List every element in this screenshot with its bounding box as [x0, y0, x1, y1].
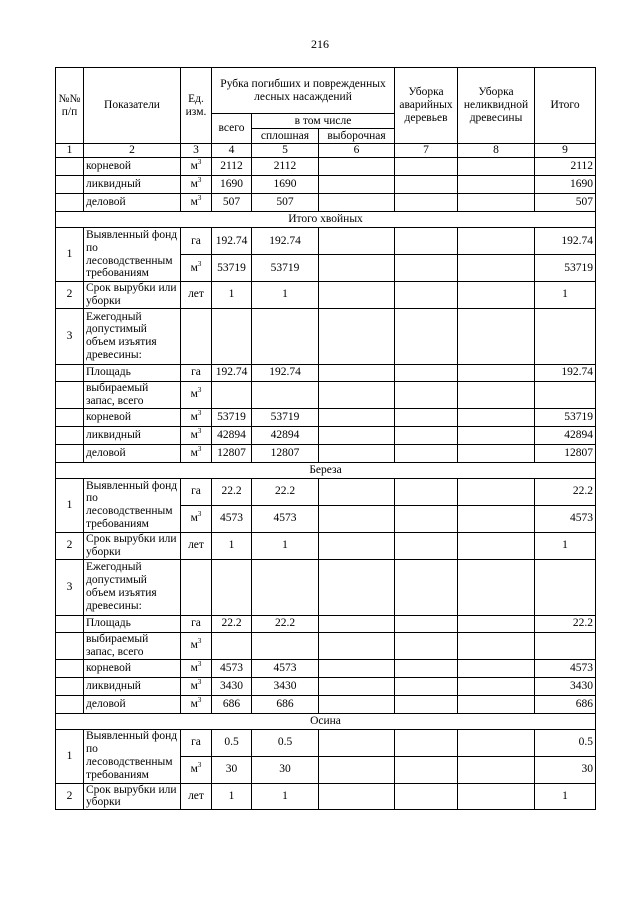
col-number: 7 [395, 144, 458, 158]
cell-total: 12807 [535, 444, 596, 462]
cell-total-all: 22.2 [212, 615, 252, 632]
cell-total-all: 4573 [212, 505, 252, 532]
cell-clear: 12807 [252, 444, 319, 462]
cell-clear: 192.74 [252, 228, 319, 255]
data-table [55, 67, 596, 810]
row-label: Площадь [84, 615, 181, 632]
cell-total: 192.74 [535, 228, 596, 255]
row-number: 2 [56, 282, 84, 309]
cell-clear: 507 [252, 194, 319, 212]
cell-total: 507 [535, 194, 596, 212]
header-units: Ед. изм. [181, 68, 212, 144]
col-number: 4 [212, 144, 252, 158]
table-row [56, 632, 596, 659]
table-row [56, 532, 596, 559]
cell-clear: 30 [252, 756, 319, 783]
table-row [56, 559, 596, 615]
row-label: ликвидный [84, 426, 181, 444]
cell-total-all: 1 [212, 282, 252, 309]
row-number: 1 [56, 478, 84, 532]
row-label: корневой [84, 158, 181, 176]
row-label: Выявленный фонд по лесоводственным требованиям [84, 478, 181, 532]
cell-total-all: 1 [212, 783, 252, 810]
unit-m3: $м^3$ [181, 255, 212, 282]
cell-clear: 686 [252, 695, 319, 713]
cell-total-all: 507 [212, 194, 252, 212]
row-number: 1 [56, 729, 84, 783]
col-number: 5 [252, 144, 319, 158]
header-including: в том числе [252, 114, 395, 129]
cell-clear: 53719 [252, 255, 319, 282]
unit-m3: $м^3$ [181, 632, 212, 659]
row-label: корневой [84, 408, 181, 426]
table-row [56, 408, 596, 426]
unit-m3: $м^3$ [181, 158, 212, 176]
row-label: Срок вырубки или уборки [84, 783, 181, 810]
table-row [56, 426, 596, 444]
cell-total-all: 686 [212, 695, 252, 713]
row-label: деловой [84, 695, 181, 713]
row-label: Ежегодный допустимый объем изъятия древесины: [84, 308, 181, 364]
unit-m3: $м^3$ [181, 444, 212, 462]
cell-total: 2112 [535, 158, 596, 176]
cell-total: 1690 [535, 176, 596, 194]
header-illiquid: Уборка неликвидной древесины [458, 68, 535, 144]
cell-total: 30 [535, 756, 596, 783]
section-title: Итого хвойных [56, 212, 596, 228]
table-row [56, 615, 596, 632]
header-selective: выборочная [319, 129, 395, 144]
unit-m3: $м^3$ [181, 659, 212, 677]
row-label: Выявленный фонд по лесоводственным требованиям [84, 729, 181, 783]
unit-years: лет [181, 282, 212, 309]
header-emergency: Уборка аварийных деревьев [395, 68, 458, 144]
row-label: ликвидный [84, 176, 181, 194]
col-number: 1 [56, 144, 84, 158]
row-number: 3 [56, 308, 84, 364]
cell-total: 1 [535, 532, 596, 559]
table-row [56, 677, 596, 695]
row-label: Выявленный фонд по лесоводственным требованиям [84, 228, 181, 282]
col-number: 8 [458, 144, 535, 158]
table-row [56, 783, 596, 810]
row-label: Срок вырубки или уборки [84, 282, 181, 309]
row-label: деловой [84, 194, 181, 212]
table-row [56, 282, 596, 309]
unit-m3: $м^3$ [181, 408, 212, 426]
cell-total: 686 [535, 695, 596, 713]
unit-m3: $м^3$ [181, 695, 212, 713]
row-label: выбираемый запас, всего [84, 381, 181, 408]
cell-clear: 1 [252, 532, 319, 559]
row-label: Площадь [84, 364, 181, 381]
cell-total: 1 [535, 282, 596, 309]
cell-total-all: 30 [212, 756, 252, 783]
unit-ha: га [181, 615, 212, 632]
row-label: корневой [84, 659, 181, 677]
table-row [56, 478, 596, 505]
row-number: 2 [56, 532, 84, 559]
cell-total: 53719 [535, 408, 596, 426]
cell-clear: 22.2 [252, 615, 319, 632]
cell-total-all: 53719 [212, 255, 252, 282]
unit-ha: га [181, 228, 212, 255]
cell-total-all: 3430 [212, 677, 252, 695]
table-row [56, 228, 596, 255]
section-title: Береза [56, 462, 596, 478]
row-label: Срок вырубки или уборки [84, 532, 181, 559]
header-total: Итого [535, 68, 596, 144]
row-number: 1 [56, 228, 84, 282]
cell-clear: 4573 [252, 659, 319, 677]
table-row [56, 364, 596, 381]
row-number: 2 [56, 783, 84, 810]
cell-clear: 1690 [252, 176, 319, 194]
row-number: 3 [56, 559, 84, 615]
col-number: 6 [319, 144, 395, 158]
unit-m3: $м^3$ [181, 505, 212, 532]
unit-m3: $м^3$ [181, 426, 212, 444]
cell-total-all: 192.74 [212, 228, 252, 255]
cell-total-all: 2112 [212, 158, 252, 176]
cell-total: 22.2 [535, 615, 596, 632]
cell-clear: 0.5 [252, 729, 319, 756]
cell-total: 22.2 [535, 478, 596, 505]
cell-clear: 1 [252, 783, 319, 810]
cell-total: 4573 [535, 659, 596, 677]
unit-ha: га [181, 729, 212, 756]
table-row [56, 194, 596, 212]
cell-total: 4573 [535, 505, 596, 532]
table-row [56, 381, 596, 408]
section-title: Осина [56, 713, 596, 729]
table-row [56, 695, 596, 713]
col-number: 3 [181, 144, 212, 158]
header-total-all: всего [212, 114, 252, 144]
unit-m3: $м^3$ [181, 176, 212, 194]
cell-clear: 3430 [252, 677, 319, 695]
row-label: ликвидный [84, 677, 181, 695]
cell-clear: 53719 [252, 408, 319, 426]
cell-clear: 42894 [252, 426, 319, 444]
cell-total-all: 1690 [212, 176, 252, 194]
cell-total: 53719 [535, 255, 596, 282]
row-label: деловой [84, 444, 181, 462]
table-row [56, 729, 596, 756]
page-number: 216 [311, 37, 329, 51]
unit-years: лет [181, 532, 212, 559]
unit-ha: га [181, 478, 212, 505]
header-num: №№ п/п [56, 68, 84, 144]
table-row [56, 659, 596, 677]
cell-clear: 2112 [252, 158, 319, 176]
row-label: Ежегодный допустимый объем изъятия древесины: [84, 559, 181, 615]
header-felling: Рубка погибших и поврежденных лесных насаждений [212, 68, 395, 114]
cell-clear: 22.2 [252, 478, 319, 505]
cell-total-all: 4573 [212, 659, 252, 677]
cell-total-all: 1 [212, 532, 252, 559]
cell-clear: 4573 [252, 505, 319, 532]
unit-m3: $м^3$ [181, 756, 212, 783]
table-row [56, 176, 596, 194]
cell-total-all: 53719 [212, 408, 252, 426]
table-row [56, 308, 596, 364]
col-number: 9 [535, 144, 596, 158]
cell-clear: 192.74 [252, 364, 319, 381]
unit-m3: $м^3$ [181, 381, 212, 408]
cell-total: 42894 [535, 426, 596, 444]
cell-total-all: 12807 [212, 444, 252, 462]
unit-m3: $м^3$ [181, 677, 212, 695]
table-row [56, 158, 596, 176]
unit-years: лет [181, 783, 212, 810]
cell-clear: 1 [252, 282, 319, 309]
header-clear: сплошная [252, 129, 319, 144]
unit-ha: га [181, 364, 212, 381]
table-row [56, 444, 596, 462]
cell-total: 1 [535, 783, 596, 810]
cell-total-all: 192.74 [212, 364, 252, 381]
header-indicators: Показатели [84, 68, 181, 144]
cell-total-all: 42894 [212, 426, 252, 444]
row-label: выбираемый запас, всего [84, 632, 181, 659]
cell-total: 0.5 [535, 729, 596, 756]
cell-total: 192.74 [535, 364, 596, 381]
cell-total-all: 22.2 [212, 478, 252, 505]
cell-total: 3430 [535, 677, 596, 695]
cell-total-all: 0.5 [212, 729, 252, 756]
col-number: 2 [84, 144, 181, 158]
unit-m3: $м^3$ [181, 194, 212, 212]
